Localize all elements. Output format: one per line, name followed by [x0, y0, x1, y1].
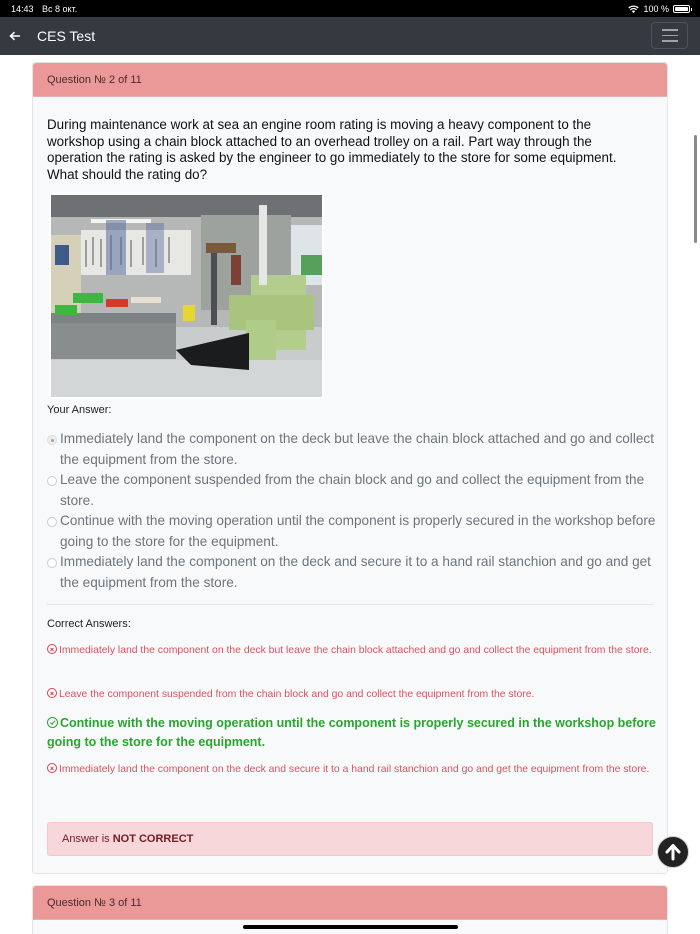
- page-title: CES Test: [37, 28, 96, 44]
- result-verdict: NOT CORRECT: [112, 833, 194, 845]
- correct-answer-text: Immediately land the component on the deck and secure it to a hand rail stanchion and go and get the equipment from the store.: [59, 764, 650, 775]
- next-question-card-header: Question № 3 of 11: [33, 886, 667, 920]
- arrow-up-circle-icon: [663, 842, 683, 862]
- answer-option-label: Immediately land the component on the deck but leave the chain block attached and go and collect the equipment from the store.: [60, 431, 654, 467]
- result-prefix: Answer is: [62, 833, 110, 845]
- your-answer-label: Your Answer:: [47, 404, 112, 416]
- question-card-header: Question № 2 of 11: [33, 63, 667, 97]
- question-text: During maintenance work at sea an engine room rating is moving a heavy component to the workshop using a chain block attached to an overhead trolley on a rail. Part way through the operation the rating is asked by the engineer to go immediately to the store for some equipment. What should the rating do?: [47, 117, 617, 182]
- scroll-to-top-button[interactable]: [657, 836, 689, 868]
- answer-option[interactable]: [47, 429, 657, 470]
- answer-option[interactable]: [47, 470, 657, 511]
- answer-option[interactable]: [47, 552, 657, 593]
- radio-button[interactable]: [47, 517, 57, 527]
- correct-answers-label: Correct Answers:: [47, 618, 131, 630]
- x-circle-icon: [47, 763, 57, 773]
- arrow-left-icon: [9, 31, 21, 41]
- radio-button-selected[interactable]: [47, 435, 57, 445]
- correct-answer-text: Continue with the moving operation until the component is properly secured in the workshop before going to the store for the equipment.: [47, 716, 656, 749]
- back-button[interactable]: [9, 28, 25, 44]
- status-bar-left: [11, 4, 83, 14]
- hamburger-icon: [662, 29, 678, 31]
- wifi-icon: [628, 5, 639, 13]
- result-alert: [47, 822, 653, 856]
- answer-option[interactable]: [47, 511, 657, 552]
- scrollbar[interactable]: [694, 135, 697, 243]
- radio-button[interactable]: [47, 558, 57, 568]
- correct-answer-item-correct: [47, 714, 657, 751]
- date: Вс 8 окт.: [42, 3, 78, 14]
- correct-answer-item-incorrect: [47, 643, 657, 660]
- question-image: [49, 193, 324, 399]
- workshop-photo: [51, 195, 324, 399]
- x-circle-icon: [47, 644, 57, 654]
- answer-option-label: Continue with the moving operation until the component is properly secured in the workshop before going to the store for the equipment.: [60, 513, 656, 549]
- question-card: [32, 62, 668, 874]
- answer-option-label: Immediately land the component on the deck and secure it to a hand rail stanchion and go and get the equipment from the store.: [60, 554, 651, 590]
- navbar: [0, 17, 700, 55]
- battery-percent: 100 %: [643, 3, 669, 14]
- correct-answer-text: Leave the component suspended from the chain block and go and collect the equipment from the store.: [59, 689, 535, 700]
- clock: 14:43: [11, 3, 34, 14]
- status-bar-right: [628, 4, 690, 14]
- menu-toggle-button[interactable]: [651, 22, 688, 49]
- check-circle-icon: [47, 717, 58, 728]
- correct-answer-item-incorrect: [47, 762, 657, 779]
- status-bar: [0, 0, 700, 17]
- main-content: [0, 55, 700, 934]
- correct-answer-item-incorrect: [47, 687, 657, 704]
- x-circle-icon: [47, 688, 57, 698]
- correct-answer-text: Immediately land the component on the deck but leave the chain block attached and go and collect the equipment from the store.: [59, 645, 652, 656]
- answer-options: [47, 429, 657, 593]
- answer-option-label: Leave the component suspended from the chain block and go and collect the equipment from the store.: [60, 472, 645, 508]
- home-indicator[interactable]: [243, 925, 458, 929]
- radio-button[interactable]: [47, 476, 57, 486]
- divider: [47, 604, 653, 605]
- battery-icon: [673, 5, 690, 13]
